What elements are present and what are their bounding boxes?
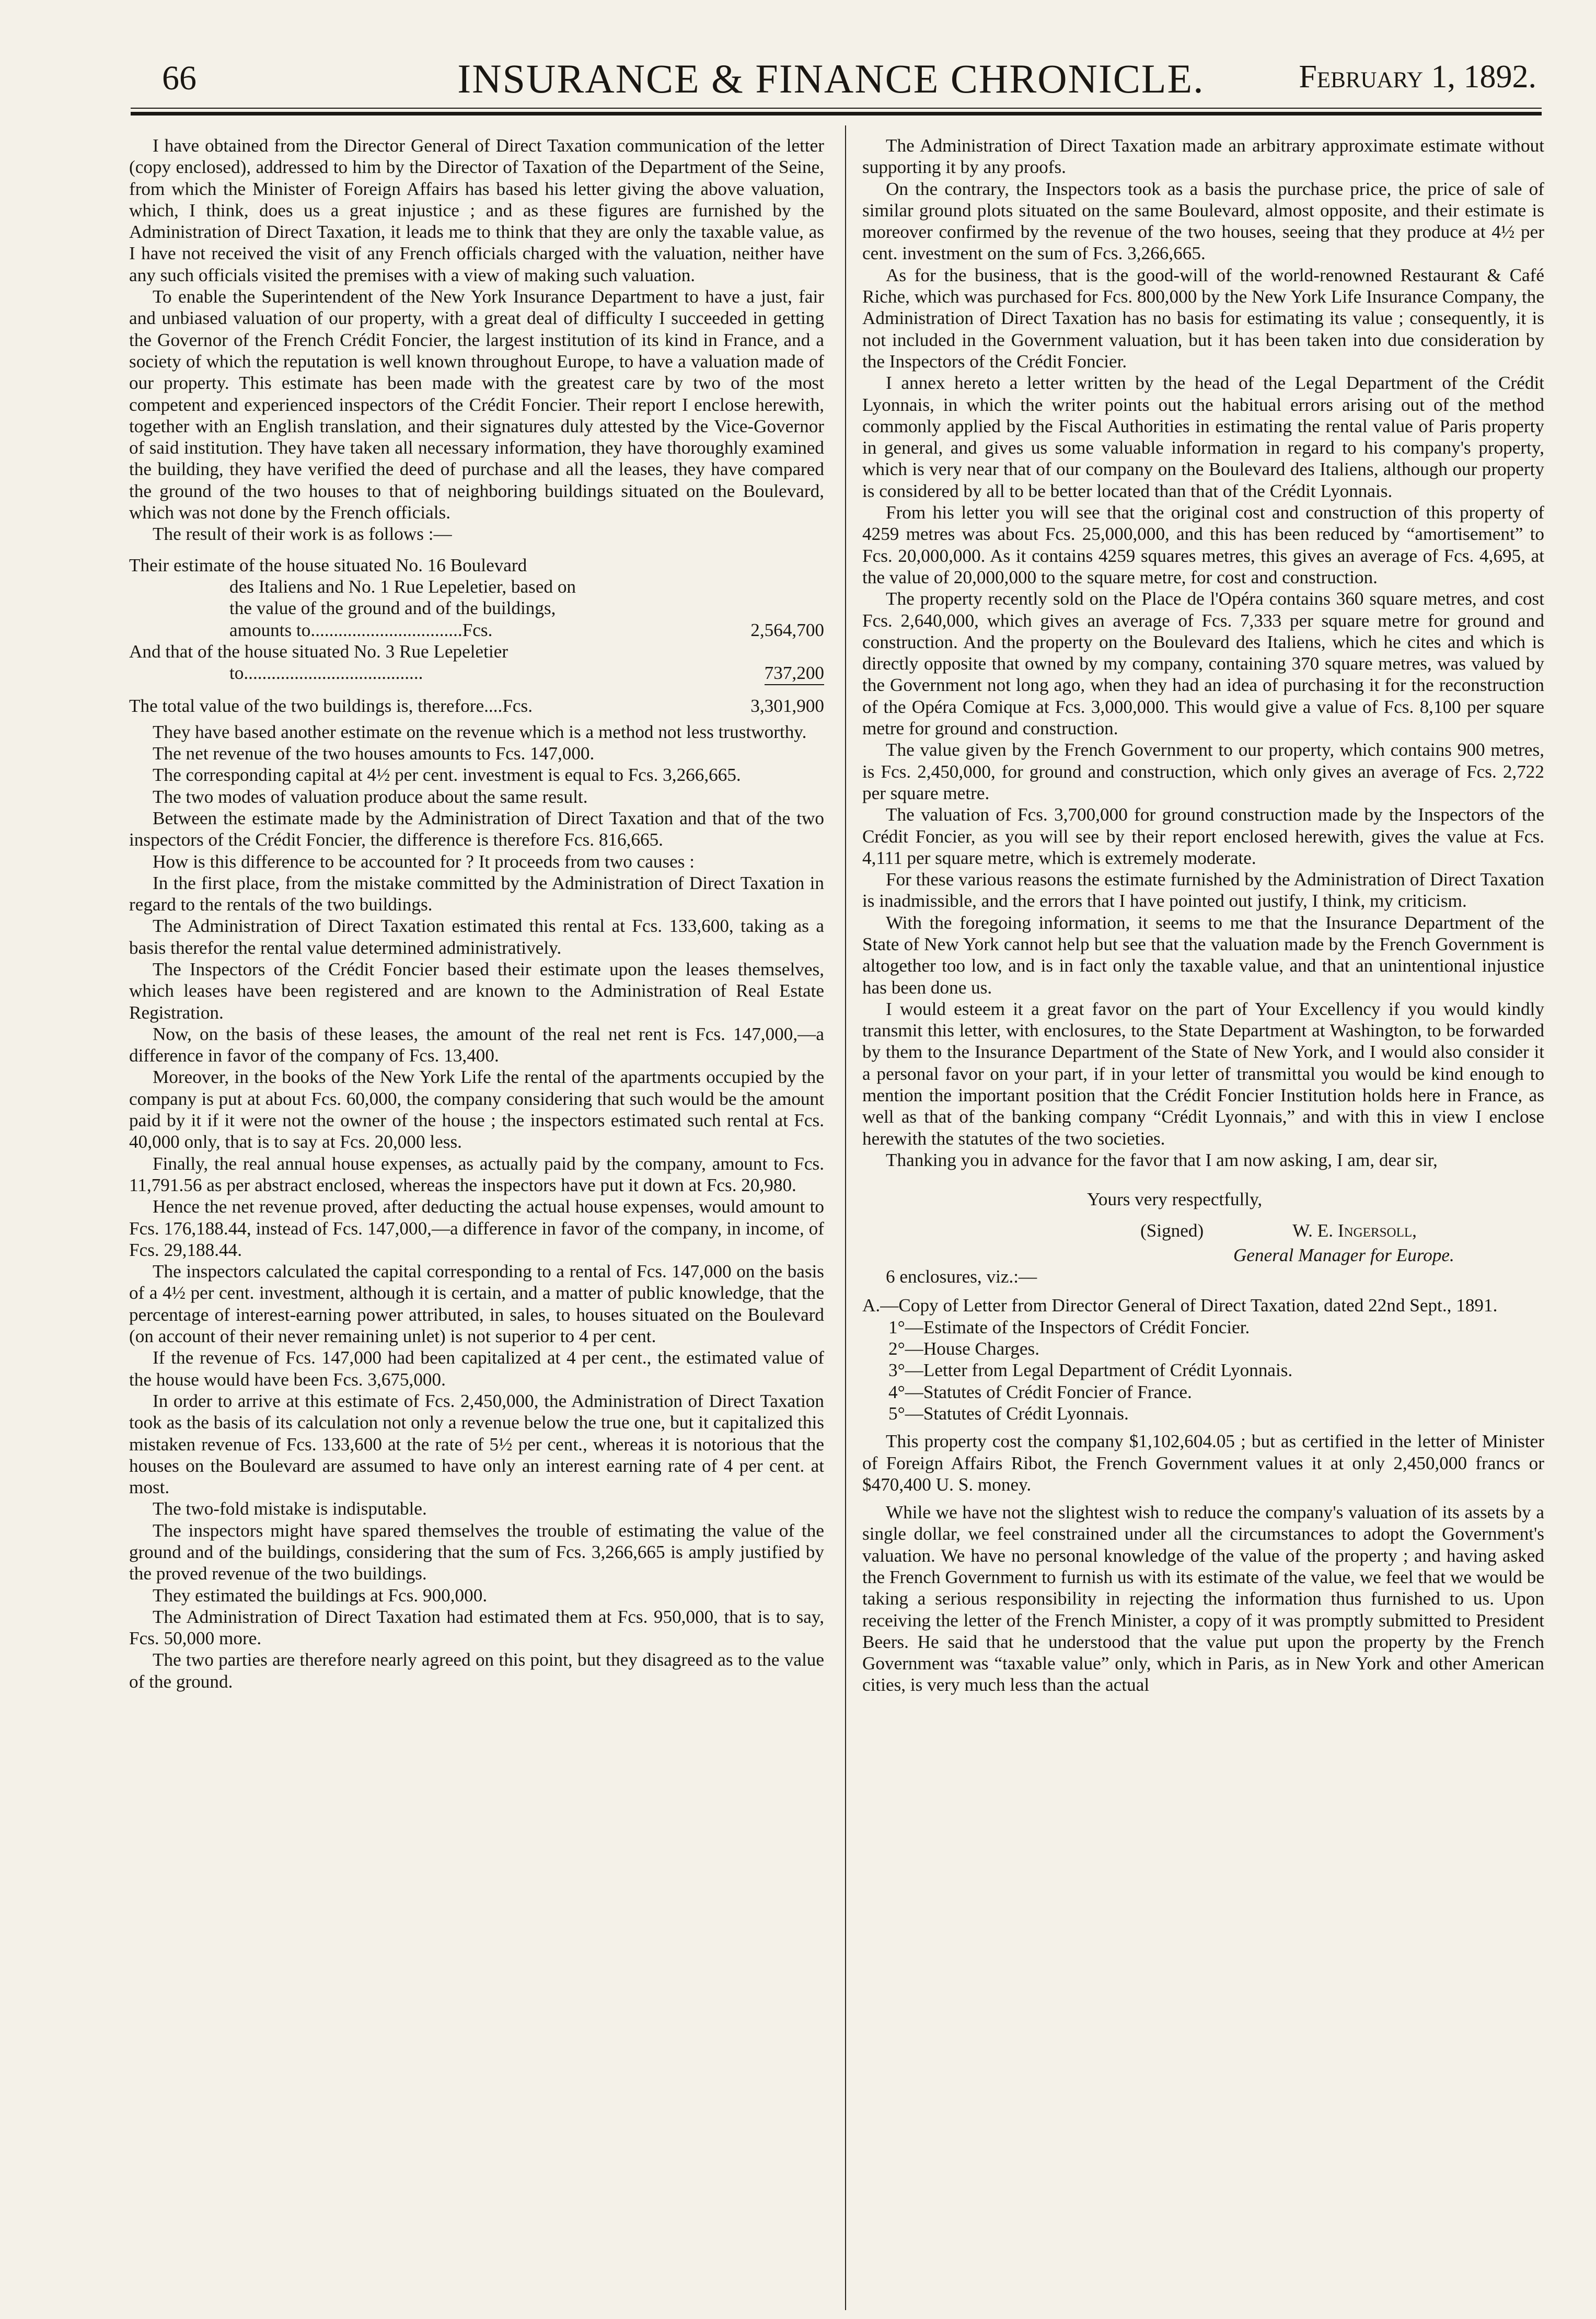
paragraph: In order to arrive at this estimate of Fcs. 2,450,000, the Administration of Direct Taxation took as the basis of its calculation not only a revenue below the true one, but it capitalized this mistaken revenue of Fcs. 133,600 at the rate of 5½ per cent., whereas it is notorious that the houses on the Boulevard are assumed to have only an interest earning rate of 4 per cent. at most. <box>129 1390 824 1498</box>
valuation-line: amounts to.................................Fcs. <box>229 619 493 640</box>
paragraph: On the contrary, the Inspectors took as a basis the purchase price, the price of sale of similar ground plots situated on the same Boulevard, almost opposite, and their estimate is moreover confirmed by the revenue of the two houses, seeing that they produce at 4½ per cent. investment on the sum of Fcs. 3,266,665. <box>862 178 1544 264</box>
valuation-line: Their estimate of the house situated No. 16 Boulevard <box>129 555 527 575</box>
paragraph: In the first place, from the mistake committed by the Administration of Direct Taxation in regard to the rentals of the two buildings. <box>129 872 824 915</box>
paragraph: The Administration of Direct Taxation had estimated them at Fcs. 950,000, that is to say, Fcs. 50,000 more. <box>129 1606 824 1649</box>
signer-name: W. E. Ingersoll, <box>1292 1220 1417 1241</box>
paragraph: The two modes of valuation produce about the same result. <box>153 786 588 807</box>
paragraph: The Inspectors of the Crédit Foncier based their estimate upon the leases themselves, which leases have been registered and are known to the Administration of Real Estate Registration. <box>129 959 824 1023</box>
paragraph: From his letter you will see that the original cost and construction of this property of 4259 metres was about Fcs. 25,000,000, and this has been reduced by “amortisement” to Fcs. 20,000,000. As it contains 4259 squares metres, this gives an average of Fcs. 4,695, at the value of 20,000,000 to the square metre, for cost and construction. <box>862 502 1544 587</box>
signed-line <box>862 1220 1544 1241</box>
paragraph: As for the business, that is the good-will of the world-renowned Restaurant & Café Riche, which was purchased for Fcs. 800,000 by the New York Life Insurance Company, the Administration of Direct Taxation has no basis for estimating its value ; consequently, it is not included in the Government valuation, but it has been taken into due consideration by the Inspectors of the Crédit Foncier. <box>862 264 1544 372</box>
paragraph: I would esteem it a great favor on the part of Your Excellency if you would kindly transmit this letter, with enclosures, to the State Department at Washington, to be forwarded by them to the Insurance Department of the State of New York, and I would also consider it a personal favor on your part, if in your letter of transmittal you would be kind enough to mention the important position that the Crédit Foncier Institution holds here in France, as well as that of the banking company “Crédit Lyonnais,” and with this in view I enclose herewith the statutes of the two societies. <box>862 998 1544 1149</box>
left-column <box>129 135 824 1692</box>
enclosure-item: 1°—Estimate of the Inspectors of Crédit Foncier. <box>888 1317 1250 1337</box>
paragraph: For these various reasons the estimate furnished by the Administration of Direct Taxation is inadmissible, and the errors that I have pointed out justify, I think, my criticism. <box>862 869 1544 912</box>
paragraph: If the revenue of Fcs. 147,000 had been capitalized at 4 per cent., the estimated value of the house would have been Fcs. 3,675,000. <box>129 1347 824 1390</box>
valuation-table <box>129 555 824 684</box>
journal-title: INSURANCE & FINANCE CHRONICLE. <box>457 56 1205 101</box>
paragraph: Moreover, in the books of the New York Life the rental of the apartments occupied by the company is put at about Fcs. 60,000, the company considering that such would be the amount paid by it if it were not the owner of the house ; the inspectors estimated such rental at Fcs. 40,000 only, that is to say at Fcs. 20,000 less. <box>129 1067 824 1152</box>
right-column <box>862 135 1544 1696</box>
closing: Yours very respectfully, <box>1087 1189 1263 1210</box>
paragraph: The two-fold mistake is indisputable. <box>153 1498 427 1519</box>
paragraph: I have obtained from the Director General of Direct Taxation communication of the letter (copy enclosed), addressed to him by the Director of Taxation of the Department of the Seine, from which the Minister of Foreign Affairs has based his letter giving the above valuation, which, I think, does us a great injustice ; and as these figures are furnished by the Administration of Direct Taxation, it leads me to think that they are only the taxable value, as I have not received the visit of any French officials charged with the valuation, neither have any such officials visited the premises with a view of making such valuation. <box>129 135 824 285</box>
paragraph: To enable the Superintendent of the New York Insurance Department to have a just, fair and unbiased valuation of our property, with a great deal of difficulty I succeeded in getting the Governor of the French Crédit Foncier, the largest institution of its kind in France, and a society of which the reputation is well known throughout Europe, to have a valuation made of our property. This estimate has been made with the greatest care by two of the most competent and experienced inspectors of the Crédit Foncier. Their report I enclose herewith, together with an English translation, and their signatures duly attested by the Vice-Governor of said institution. They have taken all necessary information, they have thoroughly examined the building, they have verified the deed of purchase and all the leases, they have compared the ground of the two houses to that of neighboring buildings situated on the Boulevard, which was not done by the French officials. <box>129 286 824 523</box>
valuation-line: And that of the house situated No. 3 Rue Lepeletier <box>129 641 508 662</box>
page-number: 66 <box>162 59 196 97</box>
paragraph: With the foregoing information, it seems to me that the Insurance Department of the State of New York cannot help but see that the valuation made by the French Government is altogether too low, and is in fact only the taxable value, and that an unintentional injustice has been done us. <box>862 912 1544 998</box>
signed-label: (Signed) <box>1140 1220 1204 1241</box>
paragraph: The net revenue of the two houses amounts to Fcs. 147,000. <box>153 743 595 764</box>
paragraph: The result of their work is as follows :— <box>153 524 452 545</box>
total-label: The total value of the two buildings is, therefore....Fcs. <box>129 696 533 717</box>
paragraph: Between the estimate made by the Administration of Direct Taxation and that of the two inspectors of the Crédit Foncier, the difference is therefore Fcs. 816,665. <box>129 807 824 850</box>
valuation-line: the value of the ground and of the buildings, <box>229 598 556 619</box>
paragraph: I annex hereto a letter written by the head of the Legal Department of the Crédit Lyonnais, in which the writer points out the habitual errors arising out of the method commonly applied by the Fiscal Authorities in estimating the rental value of Paris property in general, and gives us some valuable information in regard to his company's property, which is very near that of our company on the Boulevard des Italiens, although our property is considered by all to be better located than that of the Crédit Lyonnais. <box>862 373 1544 501</box>
signature-block <box>862 1189 1544 1266</box>
enclosure-item: 3°—Letter from Legal Department of Crédit Lyonnais. <box>888 1360 1293 1381</box>
paragraph: They estimated the buildings at Fcs. 900,000. <box>153 1585 488 1606</box>
paragraph: While we have not the slightest wish to reduce the company's valuation of its assets by a single dollar, we feel constrained under all the circumstances to adopt the Government's valuation. We have no personal knowledge of the value of the property ; and having asked the French Government to furnish us with its estimate of the value, we feel that we would be taking a serious responsibility in rejecting the information thus furnished to us. Upon receiving the letter of the French Minister, a copy of it was promptly submitted to President Beers. He said that he understood that the value put upon the property by the French Government was “taxable value” only, which in Paris, as in New York and other American cities, is very much less than the actual <box>862 1502 1544 1695</box>
valuation-amount: 737,200 <box>765 663 824 685</box>
enclosure-item: 2°—House Charges. <box>888 1339 1040 1359</box>
paragraph: This property cost the company $1,102,604.05 ; but as certified in the letter of Minister of Foreign Affairs Ribot, the French Government values it at only 2,450,000 francs or $470,400 U. S. money. <box>862 1431 1544 1495</box>
paragraph: The property recently sold on the Place de l'Opéra contains 360 square metres, and cost Fcs. 2,640,000, which gives an average of Fcs. 7,333 per square metre for ground and construction. And the property on the Boulevard des Italiens, which he cites and which is directly opposite that owned by my company, containing 370 square metres, was valued by the Government not long ago, when they had an idea of purchasing it for the reconstruction of the Opéra Comique at Fcs. 3,000,000. This would give a value of Fcs. 8,100 per square metre for ground and construction. <box>862 589 1544 739</box>
issue-date: February 1, 1892. <box>1299 59 1536 95</box>
valuation-line: des Italiens and No. 1 Rue Lepeletier, based on <box>229 576 576 597</box>
paragraph: The value given by the French Government to our property, which contains 900 metres, is Fcs. 2,450,000, for ground and construction, which only gives an average of Fcs. 2,722 per square metre. <box>862 740 1544 803</box>
paragraph: The valuation of Fcs. 3,700,000 for ground construction made by the Inspectors of the Crédit Foncier, as you will see by their report enclosed herewith, gives the value at Fcs. 4,111 per square metre, which is extremely moderate. <box>862 804 1544 868</box>
paragraph: The Administration of Direct Taxation estimated this rental at Fcs. 133,600, taking as a basis therefor the rental value determined administratively. <box>129 916 824 958</box>
paragraph: They have based another estimate on the revenue which is a method not less trustworthy. <box>153 721 807 742</box>
column-divider <box>845 125 846 2310</box>
header-rule-bottom <box>131 112 1542 116</box>
valuation-amount-cell <box>725 662 824 684</box>
page-header <box>125 52 1536 110</box>
valuation-total <box>129 695 824 717</box>
enclosure-item: 4°—Statutes of Crédit Foncier of France. <box>888 1381 1192 1402</box>
header-rule-top <box>131 108 1542 109</box>
paragraph: Now, on the basis of these leases, the amount of the real net rent is Fcs. 147,000,—a difference in favor of the company of Fcs. 13,400. <box>129 1023 824 1066</box>
paragraph: The inspectors might have spared themselves the trouble of estimating the value of the ground and of the buildings, considering that the sum of Fcs. 3,266,665 is amply justified by the proved revenue of the two buildings. <box>129 1520 824 1584</box>
enclosure-item: 5°—Statutes of Crédit Lyonnais. <box>888 1403 1129 1424</box>
paragraph: The inspectors calculated the capital corresponding to a rental of Fcs. 147,000 on the basis of a 4½ per cent. investment, although it is certain, and a matter of public knowledge, that the percentage of interest-earning power attributed, in sales, to houses situated on the Boulevard (on account of their never remaining unlet) is not superior to 4 per cent. <box>129 1261 824 1347</box>
signer-title: General Manager for Europe. <box>1233 1244 1454 1265</box>
paragraph: The corresponding capital at 4½ per cent. investment is equal to Fcs. 3,266,665. <box>153 765 741 786</box>
paragraph: The Administration of Direct Taxation made an arbitrary approximate estimate without supporting it by any proofs. <box>862 135 1544 178</box>
paragraph: Hence the net revenue proved, after deducting the actual house expenses, would amount to Fcs. 176,188.44, instead of Fcs. 147,000,—a difference in favor of the company, in income, of Fcs. 29,188.44. <box>129 1196 824 1260</box>
enclosures-heading: 6 enclosures, viz.:— <box>886 1266 1037 1287</box>
paragraph: The two parties are therefore nearly agreed on this point, but they disagreed as to the value of the ground. <box>129 1649 824 1692</box>
enclosure-item: A.—Copy of Letter from Director General of Direct Taxation, dated 22nd Sept., 1891. <box>862 1295 1498 1316</box>
paragraph: How is this difference to be accounted for ? It proceeds from two causes : <box>153 851 695 872</box>
valuation-amount: 2,564,700 <box>750 619 824 640</box>
total-amount: 3,301,900 <box>750 696 824 717</box>
valuation-line: to....................................... <box>229 663 423 684</box>
paragraph: Finally, the real annual house expenses, as actually paid by the company, amount to Fcs. 11,791.56 as per abstract enclosed, whereas the inspectors have put it down at Fcs. 20,980. <box>129 1153 824 1195</box>
paragraph: Thanking you in advance for the favor that I am now asking, I am, dear sir, <box>886 1149 1438 1170</box>
